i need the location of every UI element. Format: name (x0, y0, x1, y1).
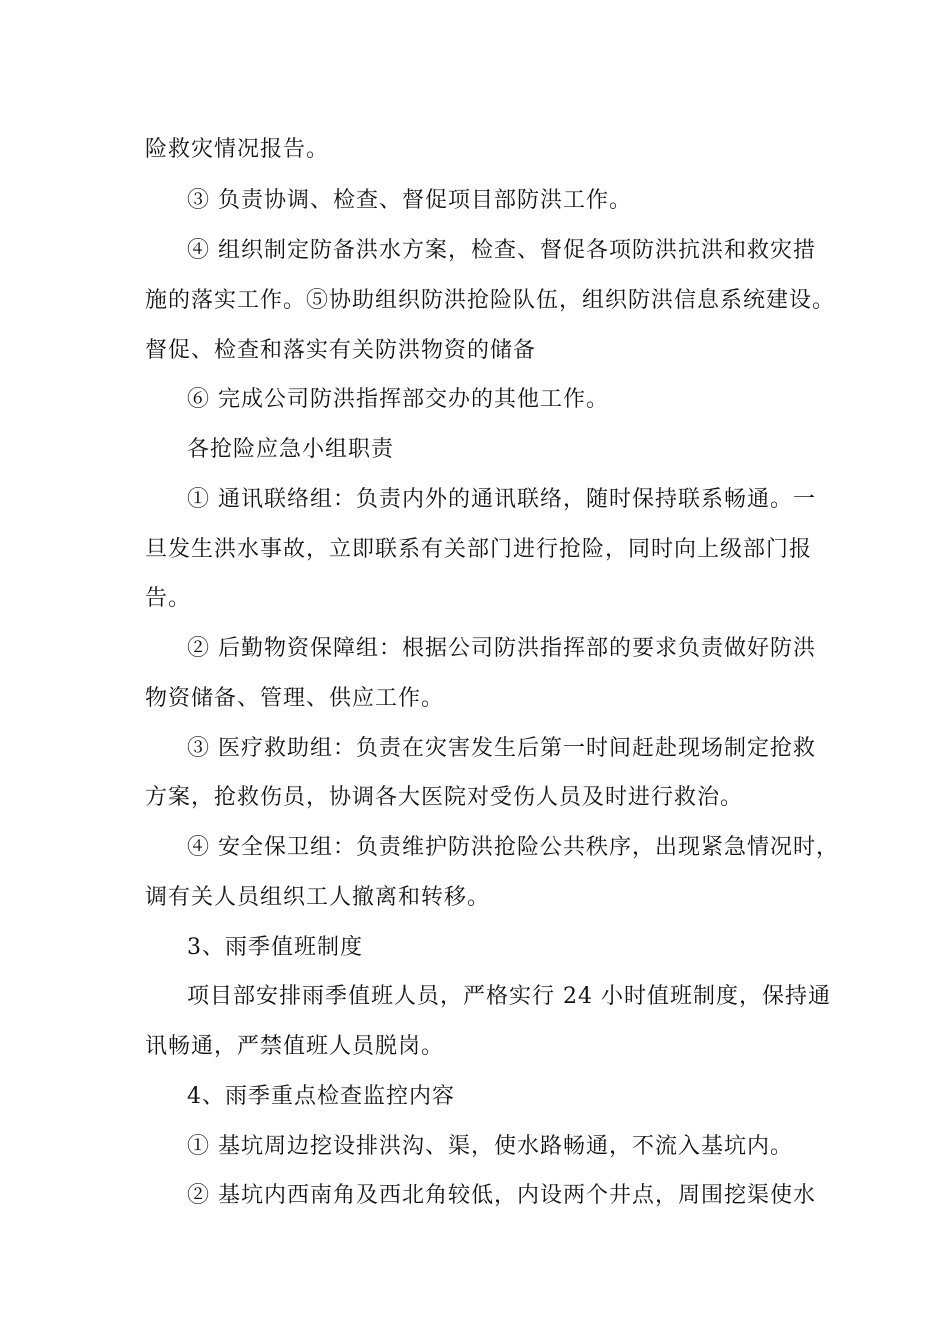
text-line (0, 679, 950, 719)
line-text: 物资储备、管理、供应工作。 (145, 686, 445, 711)
section-heading (0, 1077, 950, 1117)
section-heading (0, 430, 950, 470)
text-line (0, 281, 950, 321)
line-text: 方案，抢救伤员，协调各大医院对受伤人员及时进行救治。 (145, 785, 744, 810)
text-line (0, 130, 950, 170)
text-line (0, 530, 950, 570)
section-heading (0, 928, 950, 968)
text-line (0, 828, 950, 868)
line-text: ① 通讯联络组：负责内外的通讯联络，随时保持联系畅通。一 (187, 487, 816, 512)
line-text: 险救灾情况报告。 (145, 137, 330, 162)
text-line (0, 878, 950, 918)
text-line (0, 480, 950, 520)
line-text: ② 后勤物资保障组：根据公司防洪指挥部的要求负责做好防洪 (187, 636, 816, 661)
text-line (0, 778, 950, 818)
line-text: 各抢险应急小组职责 (187, 437, 395, 462)
line-text: 3、雨季值班制度 (187, 935, 363, 960)
text-line (0, 331, 950, 371)
text-line (0, 1027, 950, 1067)
text-line (0, 629, 950, 669)
line-text: 4、雨季重点检查监控内容 (187, 1084, 455, 1109)
text-line (0, 977, 950, 1017)
line-text: 督促、检查和落实有关防洪物资的储备 (145, 338, 537, 363)
text-line (0, 1176, 950, 1216)
text-line (0, 1127, 950, 1167)
line-text: 施的落实工作。⑤协助组织防洪抢险队伍，组织防洪信息系统建设。 (145, 288, 836, 313)
text-line (0, 181, 950, 221)
line-text: ④ 组织制定防备洪水方案，检查、督促各项防洪抗洪和救灾措 (187, 238, 816, 263)
line-text: ① 基坑周边挖设排洪沟、渠，使水路畅通，不流入基坑内。 (187, 1134, 793, 1159)
line-text: 旦发生洪水事故，立即联系有关部门进行抢险，同时向上级部门报 (145, 537, 813, 562)
line-text: ③ 负责协调、检查、督促项目部防洪工作。 (187, 188, 632, 213)
line-text: 调有关人员组织工人撤离和转移。 (145, 885, 491, 910)
line-text: 项目部安排雨季值班人员，严格实行 24 小时值班制度，保持通 (187, 984, 831, 1009)
line-text: ③ 医疗救助组：负责在灾害发生后第一时间赶赴现场制定抢救 (187, 736, 816, 761)
line-text: 告。 (145, 586, 192, 611)
text-line (0, 231, 950, 271)
line-text: ④ 安全保卫组：负责维护防洪抢险公共秩序，出现紧急情况时， (187, 835, 839, 860)
text-line (0, 579, 950, 619)
text-line (0, 729, 950, 769)
line-text: 讯畅通，严禁值班人员脱岗。 (145, 1034, 445, 1059)
line-text: ⑥ 完成公司防洪指挥部交办的其他工作。 (187, 387, 609, 412)
line-text: ② 基坑内西南角及西北角较低，内设两个井点，周围挖渠使水 (187, 1183, 816, 1208)
text-line (0, 380, 950, 420)
